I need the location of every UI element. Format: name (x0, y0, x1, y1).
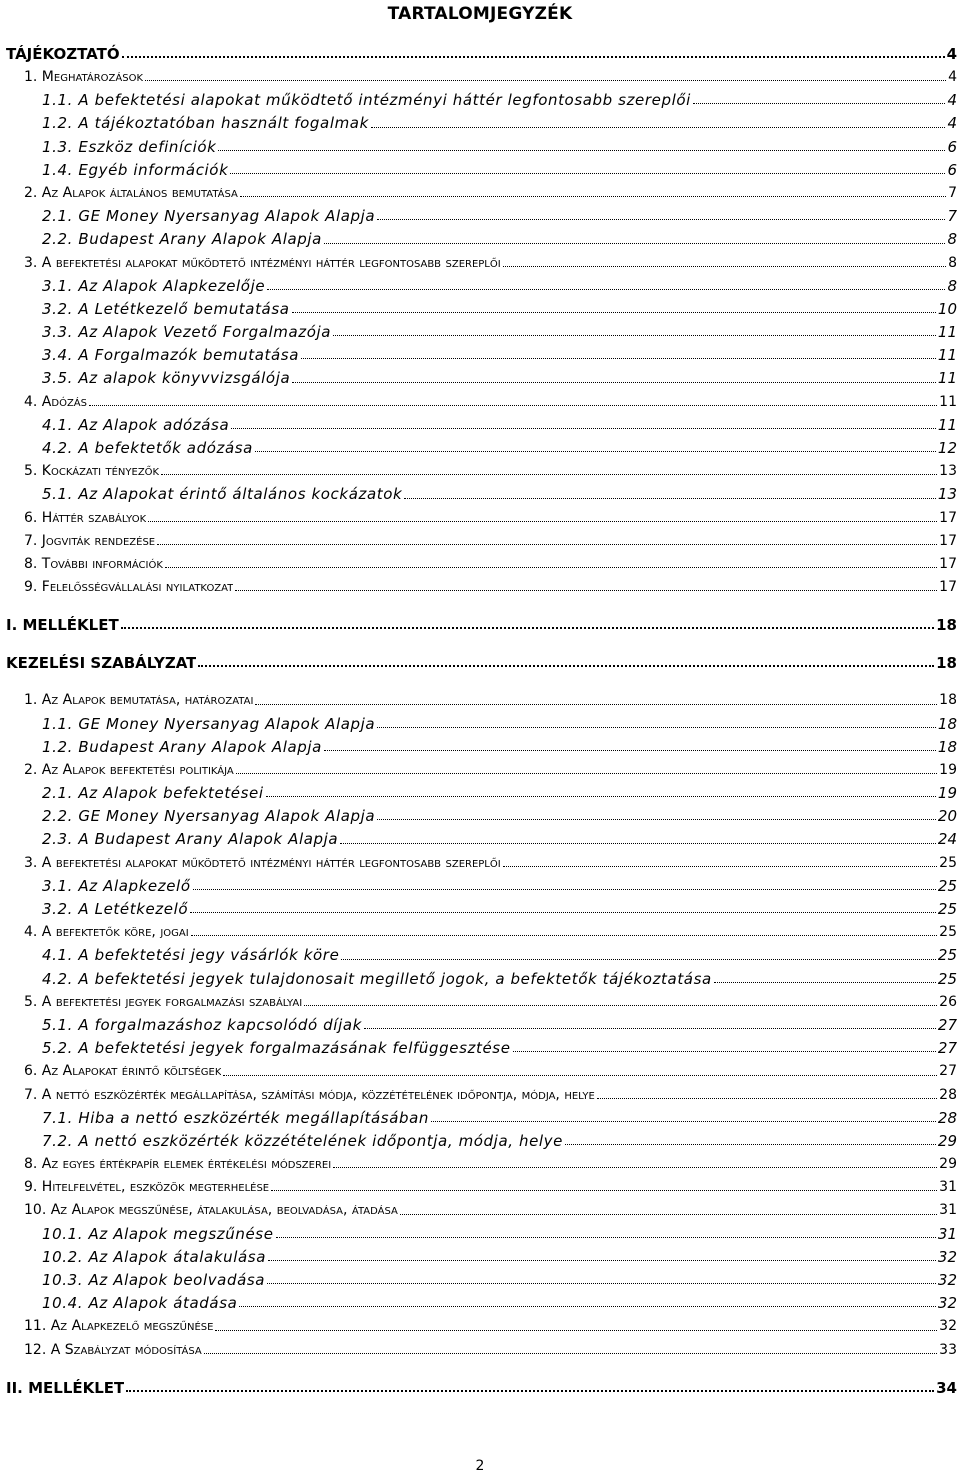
toc-entry[interactable] (6, 944, 957, 967)
toc-leader-dots (161, 474, 937, 475)
toc-entry-label: 3.1. Az Alapkezelő (42, 876, 191, 895)
toc-entry-label: 1. Meghatározások (24, 69, 143, 85)
toc-entry[interactable] (6, 66, 957, 89)
toc-leader-dots (121, 627, 934, 629)
toc-entry[interactable] (6, 852, 957, 875)
toc-leader-dots (223, 1075, 937, 1076)
toc-entry-label: 10.3. Az Alapok beolvadása (42, 1271, 266, 1289)
toc-leader-dots (230, 173, 945, 174)
toc-entry-label: 9. Felelősségvállalási nyilatkozat (24, 579, 234, 596)
toc-entry-page: 20 (937, 807, 957, 826)
toc-entry[interactable] (6, 736, 957, 759)
toc-entry[interactable] (6, 805, 957, 828)
toc-entry[interactable] (6, 1014, 957, 1037)
toc-entry-label: 8. Az egyes értékpapír elemek értékelési módszerei (24, 1156, 332, 1173)
toc-entry-label: 5.1. Az Alapokat érintő általános kockázatok (42, 485, 403, 504)
toc-entry-page: 6 (947, 160, 957, 179)
toc-entry-page: 33 (939, 1341, 957, 1358)
toc-entry[interactable] (6, 321, 957, 344)
toc-entry[interactable] (6, 991, 957, 1014)
toc-entry[interactable] (6, 460, 957, 483)
toc-leader-dots (204, 1353, 937, 1354)
toc-gap (6, 599, 957, 613)
toc-leader-dots (340, 843, 936, 844)
table-of-contents (6, 42, 957, 1400)
toc-entry-page: 11 (937, 323, 957, 342)
toc-entry-page: 11 (937, 346, 957, 365)
toc-leader-dots (333, 335, 936, 336)
toc-entry[interactable] (6, 828, 957, 851)
toc-entry-page: 18 (936, 654, 957, 673)
toc-entry-label: 3.3. Az Alapok Vezető Forgalmazója (42, 323, 332, 342)
toc-entry-page: 8 (947, 230, 957, 249)
toc-entry[interactable] (6, 921, 957, 944)
toc-entry-label: 7.2. A nettó eszközérték közzétételének időpontja, módja, helye (42, 1131, 563, 1150)
toc-entry-page: 32 (937, 1247, 957, 1266)
toc-entry-label: 1. Az Alapok bemutatása, határozatai (24, 692, 254, 709)
toc-entry[interactable] (6, 159, 957, 182)
toc-leader-dots (341, 959, 936, 960)
toc-entry-page: 18 (937, 737, 957, 756)
toc-entry-label: 1.1. GE Money Nyersanyag Alapok Alapja (42, 714, 376, 733)
page-title: TARTALOMJEGYZÉK (387, 4, 573, 24)
toc-entry-page: 18 (939, 692, 957, 709)
toc-entry[interactable] (6, 228, 957, 251)
toc-entry-page: 17 (939, 532, 957, 549)
toc-leader-dots (240, 196, 946, 197)
toc-entry-page: 27 (937, 1015, 957, 1034)
toc-entry-label: 7. A nettó eszközérték megállapítása, számítási módja, közzétételének időpontja, módja, helye (24, 1086, 595, 1103)
toc-leader-dots (235, 590, 937, 591)
toc-leader-dots (267, 289, 945, 290)
toc-entry-page: 10 (937, 299, 957, 318)
toc-entry-page: 34 (936, 1378, 957, 1397)
toc-entry-label: 12. A Szabályzat módosítása (24, 1341, 202, 1358)
toc-entry-page: 6 (947, 137, 957, 156)
toc-entry-label: 3.2. A Letétkezelő (42, 900, 189, 918)
toc-entry-page: 8 (948, 254, 957, 271)
toc-entry-label: 4.1. A befektetési jegy vásárlók köre (42, 946, 340, 965)
toc-entry-label: 5.1. A forgalmazáshoz kapcsolódó díjak (42, 1015, 362, 1034)
toc-entry-page: 32 (937, 1294, 957, 1313)
toc-leader-dots (198, 665, 934, 667)
toc-entry-page: 28 (939, 1086, 957, 1103)
toc-leader-dots (324, 750, 936, 751)
toc-entry[interactable] (6, 1107, 957, 1130)
toc-entry[interactable] (6, 968, 957, 991)
toc-entry-page: 28 (937, 1108, 957, 1127)
toc-leader-dots (148, 521, 937, 522)
toc-entry[interactable] (6, 1315, 957, 1338)
toc-entry[interactable] (6, 576, 957, 599)
toc-leader-dots (377, 819, 936, 820)
toc-leader-dots (333, 1167, 937, 1168)
toc-entry-label: 1.1. A befektetési alapokat működtető intézményi háttér legfontosabb szereplői (42, 91, 691, 110)
toc-entry[interactable] (6, 651, 957, 675)
toc-leader-dots (145, 80, 946, 81)
toc-leader-dots (271, 1190, 937, 1191)
toc-entry-page: 31 (939, 1179, 957, 1196)
toc-entry-page: 4 (946, 45, 957, 63)
toc-leader-dots (255, 451, 936, 452)
toc-entry-label: 5. Kockázati tényezők (24, 463, 160, 480)
toc-entry-label: 1.3. Eszköz definíciók (42, 137, 217, 156)
toc-leader-dots (513, 1051, 936, 1052)
toc-entry[interactable] (6, 1246, 957, 1269)
toc-entry-label: 4.1. Az Alapok adózása (42, 415, 230, 434)
toc-entry-label: 2. Az Alapok általános bemutatása (24, 184, 238, 201)
toc-leader-dots (165, 567, 937, 568)
toc-leader-dots (239, 1306, 936, 1307)
toc-leader-dots (431, 1121, 936, 1122)
toc-entry-label: 7.1. Hiba a nettó eszközérték megállapításában (42, 1108, 430, 1127)
toc-entry[interactable] (6, 689, 957, 712)
toc-entry-page: 11 (937, 415, 957, 434)
toc-entry-label: 8. További információk (24, 555, 163, 572)
toc-entry-label: 5. A befektetési jegyek forgalmazási szabályai (24, 993, 303, 1010)
toc-entry-label: 1.4. Egyéb információk (42, 160, 229, 179)
toc-entry[interactable] (6, 391, 957, 414)
toc-entry[interactable] (6, 298, 957, 321)
toc-entry-label: 7. Jogviták rendezése (24, 532, 156, 549)
toc-leader-dots (324, 243, 945, 244)
toc-entry-label: 2.1. Az Alapok befektetései (42, 784, 264, 803)
toc-entry[interactable] (6, 530, 957, 553)
toc-leader-dots (255, 704, 937, 705)
toc-entry-label: 6. Háttér szabályok (24, 509, 147, 526)
toc-entry-page: 7 (948, 184, 957, 201)
toc-leader-dots (236, 773, 937, 774)
toc-leader-dots (268, 1260, 936, 1261)
toc-entry-page: 29 (939, 1156, 957, 1173)
toc-leader-dots (364, 1028, 936, 1029)
toc-leader-dots (231, 428, 936, 429)
toc-entry-page: 25 (939, 924, 957, 941)
toc-entry-page: 13 (939, 463, 957, 480)
toc-entry-page: 32 (939, 1318, 957, 1335)
toc-gap (6, 1362, 957, 1376)
toc-entry-page: 18 (937, 714, 957, 733)
toc-entry-label: 3.1. Az Alapok Alapkezelője (42, 276, 266, 295)
toc-entry-label: II. MELLÉKLET (6, 1378, 125, 1397)
toc-entry-label: I. MELLÉKLET (6, 616, 119, 635)
toc-entry-label: 4. Adózás (24, 393, 87, 410)
toc-entry[interactable] (6, 759, 957, 782)
toc-entry-label: KEZELÉSI SZABÁLYZAT (6, 654, 197, 673)
toc-entry-label: 2.3. A Budapest Arany Alapok Alapja (42, 830, 339, 849)
toc-leader-dots (301, 358, 936, 359)
toc-leader-dots (218, 150, 945, 151)
toc-leader-dots (191, 935, 937, 936)
toc-leader-dots (292, 382, 936, 383)
toc-entry[interactable] (6, 344, 957, 367)
toc-leader-dots (371, 127, 946, 128)
toc-entry-page: 18 (936, 616, 957, 635)
toc-entry-label: 4. A befektetők köre, jogai (24, 924, 189, 941)
toc-entry-page: 17 (939, 579, 957, 596)
toc-entry-page: 31 (939, 1202, 957, 1219)
toc-leader-dots (377, 727, 936, 728)
toc-leader-dots (193, 889, 936, 890)
toc-entry-label: 3.4. A Forgalmazók bemutatása (42, 346, 300, 365)
toc-entry[interactable] (6, 275, 957, 298)
toc-entry-label: 4.2. A befektetési jegyek tulajdonosait megillető jogok, a befektetők tájékoztatása (42, 969, 712, 988)
toc-leader-dots (404, 498, 936, 499)
toc-entry-page: 26 (939, 993, 957, 1010)
toc-entry[interactable] (6, 437, 957, 460)
toc-entry[interactable] (6, 89, 957, 112)
toc-entry[interactable] (6, 42, 957, 66)
toc-entry[interactable] (6, 1130, 957, 1153)
toc-entry[interactable] (6, 613, 957, 637)
toc-entry[interactable] (6, 367, 957, 390)
toc-entry[interactable] (6, 875, 957, 898)
toc-entry[interactable] (6, 1199, 957, 1222)
toc-entry-label: 10.4. Az Alapok átadása (42, 1294, 238, 1313)
toc-leader-dots (503, 866, 937, 867)
toc-leader-dots (215, 1330, 937, 1331)
toc-leader-dots (157, 544, 937, 545)
toc-entry-page: 29 (937, 1131, 957, 1150)
toc-entry[interactable] (6, 1176, 957, 1199)
toc-entry-page: 27 (937, 1039, 957, 1058)
toc-entry-label: 2.2. GE Money Nyersanyag Alapok Alapja (42, 807, 376, 826)
toc-leader-dots (89, 405, 937, 406)
toc-leader-dots (565, 1144, 936, 1145)
toc-entry[interactable] (6, 507, 957, 530)
toc-entry[interactable] (6, 1084, 957, 1107)
toc-entry-page: 4 (948, 69, 957, 85)
toc-entry[interactable] (6, 1339, 957, 1362)
page-number: 2 (475, 1458, 485, 1474)
toc-leader-dots (190, 912, 936, 913)
toc-entry[interactable] (6, 252, 957, 275)
toc-entry-page: 4 (947, 114, 957, 133)
toc-leader-dots (714, 982, 936, 983)
toc-entry-label: 1.2. A tájékoztatóban használt fogalmak (42, 114, 369, 133)
toc-leader-dots (276, 1237, 936, 1238)
toc-entry[interactable] (6, 205, 957, 228)
toc-entry-page: 17 (939, 509, 957, 526)
toc-entry-page: 19 (937, 784, 957, 803)
toc-entry-page: 11 (937, 369, 957, 388)
toc-entry-label: 9. Hitelfelvétel, eszközök megterhelése (24, 1179, 270, 1196)
toc-entry-page: 13 (937, 485, 957, 504)
toc-entry[interactable] (6, 1060, 957, 1083)
toc-entry-label: 4.2. A befektetők adózása (42, 439, 253, 457)
toc-entry-label: TÁJÉKOZTATÓ (6, 45, 120, 63)
toc-entry-label: 10.2. Az Alapok átalakulása (42, 1247, 266, 1266)
toc-entry-page: 7 (947, 207, 957, 226)
toc-entry[interactable] (6, 1223, 957, 1246)
toc-entry[interactable] (6, 1376, 957, 1400)
toc-entry-page: 27 (939, 1063, 957, 1080)
toc-entry[interactable] (6, 1037, 957, 1060)
toc-entry-label: 6. Az Alapokat érintő költségek (24, 1063, 222, 1080)
toc-entry-label: 1.2. Budapest Arany Alapok Alapja (42, 737, 322, 756)
toc-entry-label: 2.1. GE Money Nyersanyag Alapok Alapja (42, 207, 376, 226)
toc-entry[interactable] (6, 553, 957, 576)
toc-gap (6, 637, 957, 651)
toc-entry-label: 10. Az Alapok megszűnése, átalakulása, beolvadása, átadása (24, 1202, 398, 1219)
toc-entry-label: 11. Az Alapkezelő megszűnése (24, 1318, 214, 1335)
toc-entry-page: 25 (937, 900, 957, 918)
toc-entry-page: 19 (939, 761, 957, 778)
toc-entry-page: 25 (937, 946, 957, 965)
toc-leader-dots (266, 796, 936, 797)
toc-entry-label: 10.1. Az Alapok megszűnése (42, 1224, 274, 1243)
toc-entry-page: 12 (937, 439, 957, 457)
toc-entry-label: 3. A befektetési alapokat működtető intézményi háttér legfontosabb szereplői (24, 854, 501, 871)
toc-entry-page: 24 (937, 830, 957, 849)
toc-entry-label: 3.2. A Letétkezelő bemutatása (42, 299, 290, 318)
toc-leader-dots (377, 219, 945, 220)
toc-leader-dots (304, 1005, 937, 1006)
toc-entry-page: 25 (937, 969, 957, 988)
toc-entry[interactable] (6, 136, 957, 159)
toc-entry-page: 31 (937, 1224, 957, 1243)
toc-leader-dots (503, 266, 946, 267)
toc-leader-dots (693, 103, 946, 104)
toc-entry[interactable] (6, 782, 957, 805)
toc-entry[interactable] (6, 112, 957, 135)
toc-entry[interactable] (6, 1292, 957, 1315)
toc-entry-page: 4 (947, 91, 957, 110)
toc-gap (6, 675, 957, 689)
toc-entry-page: 32 (937, 1271, 957, 1289)
toc-entry[interactable] (6, 483, 957, 506)
toc-entry[interactable] (6, 1269, 957, 1292)
toc-entry[interactable] (6, 182, 957, 205)
toc-leader-dots (122, 56, 945, 58)
toc-entry-label: 5.2. A befektetési jegyek forgalmazásának felfüggesztése (42, 1039, 511, 1058)
toc-leader-dots (400, 1214, 937, 1215)
toc-leader-dots (126, 1390, 934, 1392)
toc-entry-label: 2. Az Alapok befektetési politikája (24, 761, 234, 778)
toc-entry-page: 25 (937, 876, 957, 895)
toc-leader-dots (292, 312, 936, 313)
toc-entry-page: 8 (947, 276, 957, 295)
toc-entry-page: 25 (939, 854, 957, 871)
toc-entry-page: 17 (939, 555, 957, 572)
toc-entry[interactable] (6, 898, 957, 921)
toc-entry-label: 2.2. Budapest Arany Alapok Alapja (42, 230, 322, 249)
toc-entry[interactable] (6, 1153, 957, 1176)
toc-entry-page: 11 (939, 393, 957, 410)
toc-leader-dots (267, 1283, 936, 1284)
toc-leader-dots (597, 1098, 937, 1099)
toc-entry[interactable] (6, 414, 957, 437)
toc-entry-label: 3.5. Az alapok könyvvizsgálója (42, 369, 291, 388)
toc-entry-label: 3. A befektetési alapokat működtető intézményi háttér legfontosabb szereplői (24, 254, 501, 271)
toc-entry[interactable] (6, 713, 957, 736)
